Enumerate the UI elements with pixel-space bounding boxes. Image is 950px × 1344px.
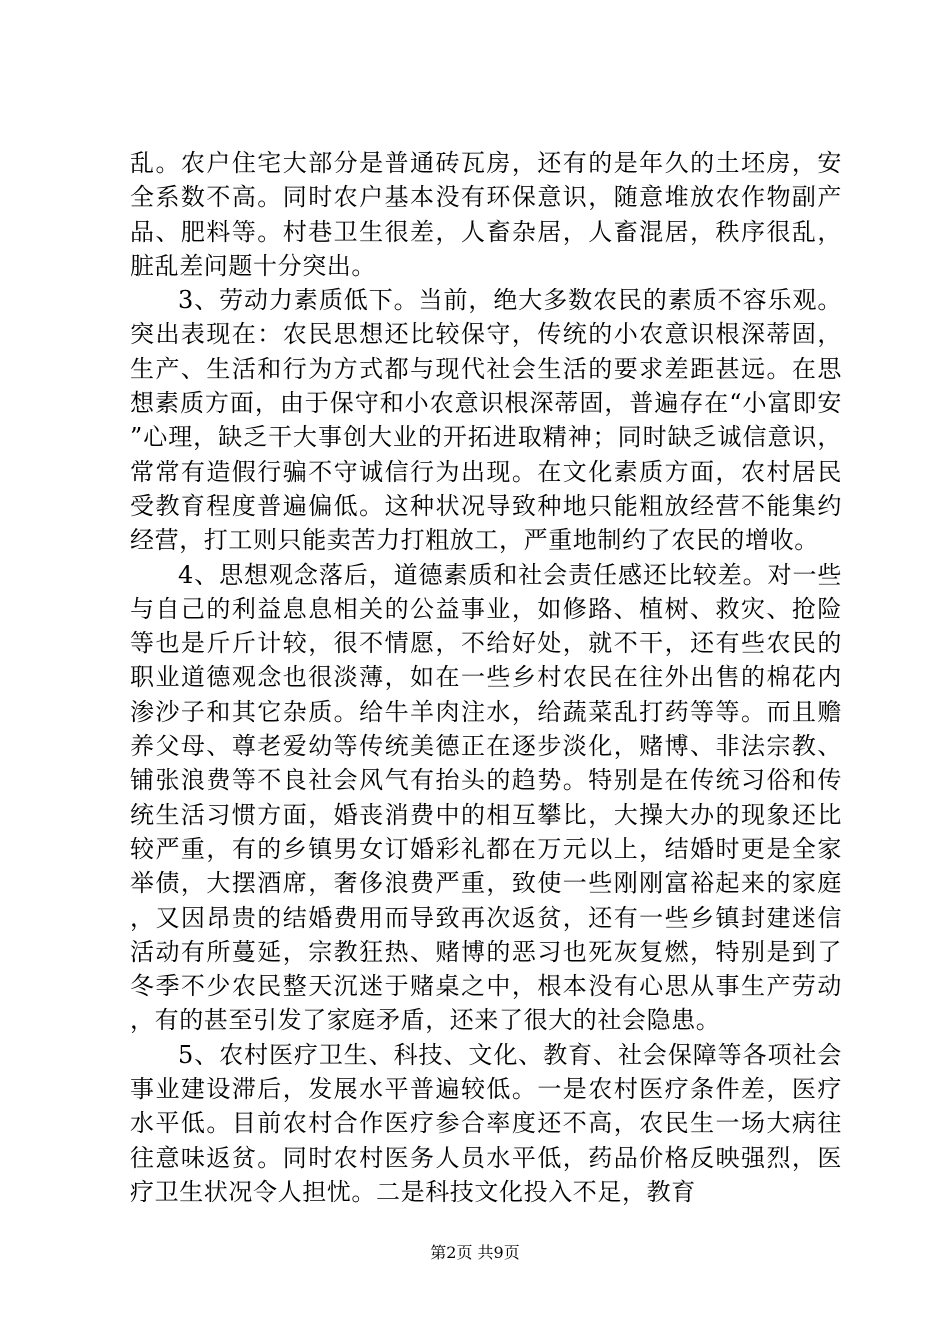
paragraph-labor-quality: 3、劳动力素质低下。当前，绝大多数农民的素质不容乐观。突出表现在：农民思想还比较保守，传统的小农意识根深蒂固，生产、生活和行为方式都与现代社会生活的要求差距甚远。在思想素质方面，由于保守和小农意识根深蒂固，普遍存在“小富即安”心理，缺乏干大事创大业的开拓进取精神；同时缺乏诚信意识，常常有造假行骗不守诚信行为出现。在文化素质方面，农村居民受教育程度普遍偏低。这种状况导致种地只能粗放经营不能集约经营，打工则只能卖苦力打粗放工，严重地制约了农民的增收。 bbox=[130, 286, 842, 555]
paragraph-continuation: 乱。农户住宅大部分是普通砖瓦房，还有的是年久的土坯房，安全系数不高。同时农户基本没有环保意识，随意堆放农作物副产品、肥料等。村巷卫生很差，人畜杂居，人畜混居，秩序很乱，脏乱差问题十分突出。 bbox=[130, 149, 842, 280]
document-body bbox=[130, 146, 842, 1209]
paragraph-moral-quality: 4、思想观念落后，道德素质和社会责任感还比较差。对一些与自己的利益息息相关的公益事业，如修路、植树、救灾、抢险等也是斤斤计较，很不情愿，不给好处，就不干，还有些农民的职业道德观念也很淡薄，如在一些乡村农民在往外出售的棉花内渗沙子和其它杂质。给牛羊肉注水，给蔬菜乱打药等等。而且赡养父母、尊老爱幼等传统美德正在逐步淡化，赌博、非法宗教、铺张浪费等不良社会风气有抬头的趋势。特别是在传统习俗和传统生活习惯方面，婚丧消费中的相互攀比，大操大办的现象还比较严重，有的乡镇男女订婚彩礼都在万元以上，结婚时更是全家举债，大摆酒席，奢侈浪费严重，致使一些刚刚富裕起来的家庭，又因昂贵的结婚费用而导致再次返贫，还有一些乡镇封建迷信活动有所蔓延，宗教狂热、赌博的恶习也死灰复燃，特别是到了冬季不少农民整天沉迷于赌桌之中，根本没有心思从事生产劳动，有的甚至引发了家庭矛盾，还来了很大的社会隐患。 bbox=[130, 560, 842, 1035]
page-footer: 第2页 共9页 bbox=[430, 1243, 520, 1262]
paragraph-social-services: 5、农村医疗卫生、科技、文化、教育、社会保障等各项社会事业建设滞后，发展水平普遍较低。一是农村医疗条件差，医疗水平低。目前农村合作医疗参合率度还不高，农民生一场大病往往意味返贫。同时农村医务人员水平低，药品价格反映强烈，医疗卫生状况令人担忧。二是科技文化投入不足，教育 bbox=[130, 1040, 842, 1206]
